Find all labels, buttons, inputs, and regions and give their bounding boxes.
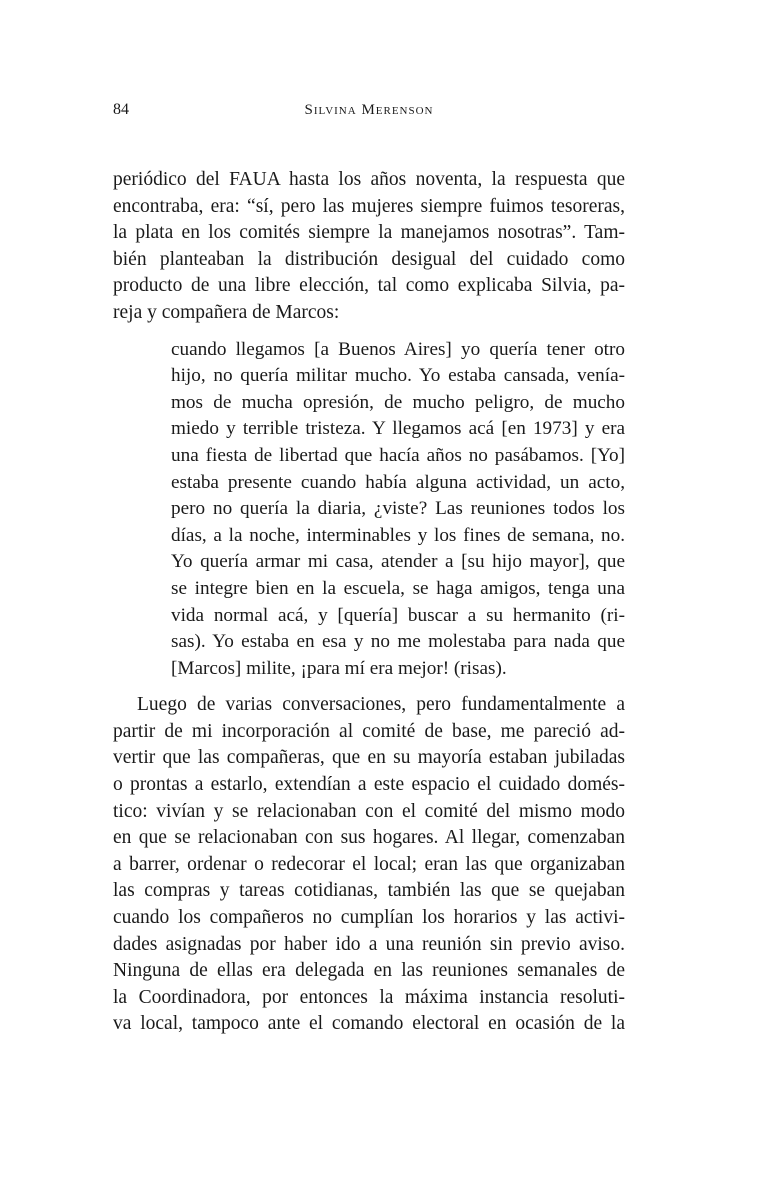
text-line: reja y compañera de Marcos: — [113, 301, 340, 323]
text-line: tico: vivían y se relacionaban con el comité del mismo modo — [113, 800, 625, 822]
text-line: Luego de varias conversaciones, pero fundamentalmente a — [137, 694, 625, 716]
page-header — [113, 99, 625, 121]
text-line: o prontas a estarlo, extendían a este espacio el cuidado domés- — [113, 774, 625, 796]
text-line: las compras y tareas cotidianas, también las que se quejaban — [113, 880, 625, 902]
quote-line: días, a la noche, interminables y los fines de semana, no. — [171, 524, 625, 546]
quote-line: cuando llegamos [a Buenos Aires] yo quería tener otro — [171, 338, 625, 360]
quote-line: pero no quería la diaria, ¿viste? Las reuniones todos los — [171, 498, 625, 520]
quote-line: [Marcos] milite, ¡para mí era mejor! (risas). — [171, 657, 507, 679]
text-line: producto de una libre elección, tal como explicaba Silvia, pa- — [113, 275, 625, 297]
text-line: la Coordinadora, por entonces la máxima instancia resoluti- — [113, 986, 625, 1008]
quote-line: estaba presente cuando había alguna actividad, un acto, — [171, 471, 625, 493]
text-line: en que se relacionaban con sus hogares. Al llegar, comenzaban — [113, 827, 625, 849]
text-line: va local, tampoco ante el comando electoral en ocasión de la — [113, 1013, 625, 1035]
text-line: periódico del FAUA hasta los años noventa, la respuesta que — [113, 169, 625, 190]
text-line: dades asignadas por haber ido a una reunión sin previo aviso. — [113, 933, 625, 955]
paragraph — [113, 167, 625, 327]
body-text — [113, 167, 625, 1038]
quote-line: se integre bien en la escuela, se haga amigos, tenga una — [171, 577, 625, 599]
quote-line: vida normal acá, y [quería] buscar a su hermanito (ri- — [171, 604, 625, 626]
text-line: Ninguna de ellas era delegada en las reuniones semanales de — [113, 960, 625, 982]
text-line: vertir que las compañeras, que en su mayoría estaban jubiladas — [113, 747, 625, 769]
quote-line: mos de mucha opresión, de mucho peligro, de mucho — [171, 391, 625, 413]
text-line: cuando los compañeros no cumplían los horarios y las activi- — [113, 907, 625, 929]
quote-line: hijo, no quería militar mucho. Yo estaba cansada, venía- — [171, 365, 625, 387]
quote-line: miedo y terrible tristeza. Y llegamos acá [en 1973] y era — [171, 418, 625, 440]
block-quote — [171, 337, 625, 683]
quote-line: una fiesta de libertad que hacía años no pasábamos. [Yo] — [171, 444, 625, 466]
page-number: 84 — [113, 101, 129, 118]
paragraph — [113, 692, 625, 1038]
text-line: encontraba, era: “sí, pero las mujeres siempre fuimos tesoreras, — [113, 195, 625, 217]
text-line: bién planteaban la distribución desigual del cuidado como — [113, 248, 625, 270]
quote-line: sas). Yo estaba en esa y no me molestaba para nada que — [171, 631, 625, 653]
running-head: Silvina Merenson — [304, 102, 434, 118]
text-line: a barrer, ordenar o redecorar el local; eran las que organizaban — [113, 853, 625, 875]
quote-line: Yo quería armar mi casa, atender a [su hijo mayor], que — [171, 551, 625, 573]
text-line: partir de mi incorporación al comité de base, me pareció ad- — [113, 720, 625, 742]
text-line: la plata en los comités siempre la manejamos nosotras”. Tam- — [113, 222, 625, 244]
